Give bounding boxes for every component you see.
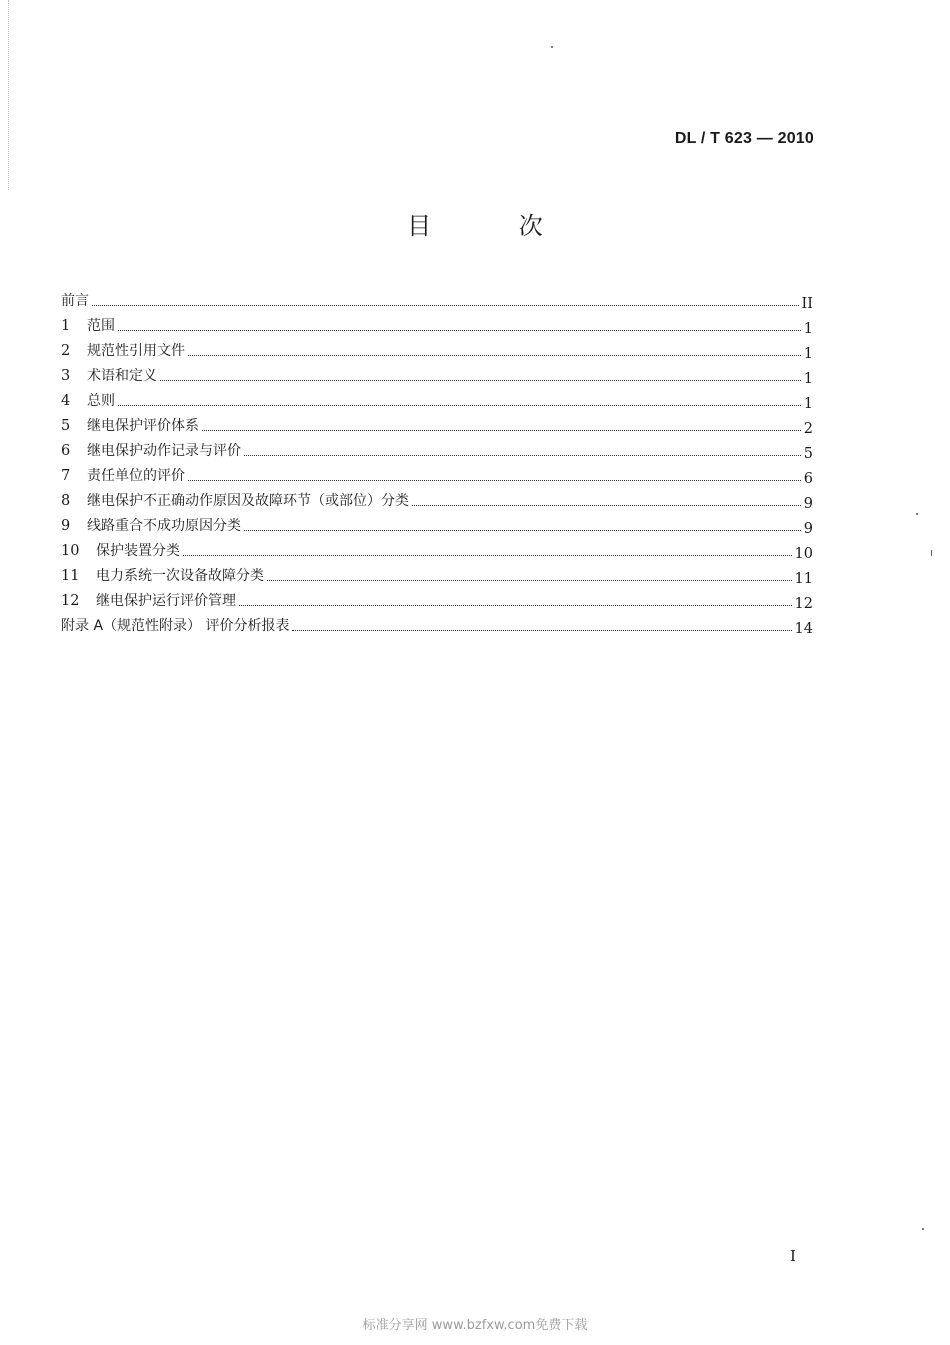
toc-entry-page: 14 — [794, 621, 813, 637]
toc-entry-3[interactable] — [61, 360, 813, 385]
toc-entry-number: 9 — [61, 518, 71, 534]
toc-leader-dots — [160, 380, 801, 381]
toc-leader-dots — [118, 405, 801, 406]
toc-entry-number: 12 — [61, 593, 80, 609]
toc-entry-label: 继电保护不正确动作原因及故障环节（或部位）分类 — [87, 493, 409, 509]
toc-entry-label: 附录 A（规范性附录） 评价分析报表 — [61, 618, 290, 634]
toc-entry-page: 6 — [803, 471, 813, 487]
toc-entry-number: 3 — [61, 368, 71, 384]
toc-entry-10[interactable] — [61, 535, 813, 560]
toc-entry-label: 范围 — [87, 318, 115, 334]
toc-entry-label: 保护装置分类 — [96, 543, 180, 559]
toc-leader-dots — [239, 605, 792, 606]
toc-entry-page: 1 — [803, 346, 813, 362]
watermark-text: 标准分享网 www.bzfxw.com免费下载 — [362, 1318, 588, 1333]
toc-entry-number: 4 — [61, 393, 71, 409]
page-title: 目 次 — [407, 212, 583, 240]
scan-speck — [916, 513, 918, 515]
toc-entry-page: 11 — [794, 571, 813, 587]
toc-entry-page: 12 — [794, 596, 813, 612]
toc-entry-number: 11 — [61, 568, 80, 584]
toc-entry-number: 8 — [61, 493, 71, 509]
toc-entry-2[interactable] — [61, 335, 813, 360]
toc-entry-label: 术语和定义 — [87, 368, 157, 384]
toc-entry-page: 1 — [803, 396, 813, 412]
toc-entry-12[interactable] — [61, 585, 813, 610]
toc-entry-page: 5 — [803, 446, 813, 462]
toc-entry-5[interactable] — [61, 410, 813, 435]
toc-entry-foreword[interactable] — [61, 285, 813, 310]
toc-entry-8[interactable] — [61, 485, 813, 510]
table-of-contents — [61, 285, 813, 635]
toc-entry-number: 1 — [61, 318, 71, 334]
scan-edge-mark — [8, 0, 9, 190]
toc-leader-dots — [202, 430, 801, 431]
toc-entry-number: 10 — [61, 543, 80, 559]
toc-entry-label: 前言 — [61, 293, 89, 309]
toc-entry-label: 继电保护动作记录与评价 — [87, 443, 241, 459]
toc-leader-dots — [412, 505, 801, 506]
toc-entry-page: 1 — [803, 371, 813, 387]
toc-leader-dots — [267, 580, 792, 581]
toc-entry-label: 责任单位的评价 — [87, 468, 185, 484]
toc-entry-number: 5 — [61, 418, 71, 434]
toc-entry-1[interactable] — [61, 310, 813, 335]
toc-entry-9[interactable] — [61, 510, 813, 535]
toc-entry-7[interactable] — [61, 460, 813, 485]
scan-speck — [922, 1228, 924, 1230]
toc-leader-dots — [188, 355, 801, 356]
scan-speck — [931, 550, 932, 556]
toc-entry-page: 10 — [794, 546, 813, 562]
toc-leader-dots — [244, 530, 801, 531]
toc-entry-label: 总则 — [87, 393, 115, 409]
toc-entry-number: 6 — [61, 443, 71, 459]
toc-entry-page: 9 — [803, 521, 813, 537]
toc-entry-label: 继电保护运行评价管理 — [96, 593, 236, 609]
toc-leader-dots — [92, 305, 799, 306]
document-code: DL / T 623 — 2010 — [674, 130, 814, 147]
toc-entry-label: 电力系统一次设备故障分类 — [96, 568, 264, 584]
toc-leader-dots — [118, 330, 801, 331]
toc-entry-label: 规范性引用文件 — [87, 343, 185, 359]
toc-leader-dots — [244, 455, 801, 456]
toc-entry-label: 线路重合不成功原因分类 — [87, 518, 241, 534]
toc-entry-number: 2 — [61, 343, 71, 359]
toc-entry-6[interactable] — [61, 435, 813, 460]
toc-entry-page: 9 — [803, 496, 813, 512]
toc-leader-dots — [188, 480, 801, 481]
toc-entry-11[interactable] — [61, 560, 813, 585]
toc-entry-page: 2 — [803, 421, 813, 437]
toc-entry-appendix-a[interactable] — [61, 610, 813, 635]
toc-leader-dots — [183, 555, 792, 556]
toc-entry-number: 7 — [61, 468, 71, 484]
toc-entry-page: II — [801, 296, 813, 312]
page-number: I — [790, 1247, 796, 1265]
toc-entry-page: 1 — [803, 321, 813, 337]
toc-entry-4[interactable] — [61, 385, 813, 410]
toc-leader-dots — [292, 630, 791, 631]
scan-speck — [551, 46, 553, 48]
toc-entry-label: 继电保护评价体系 — [87, 418, 199, 434]
